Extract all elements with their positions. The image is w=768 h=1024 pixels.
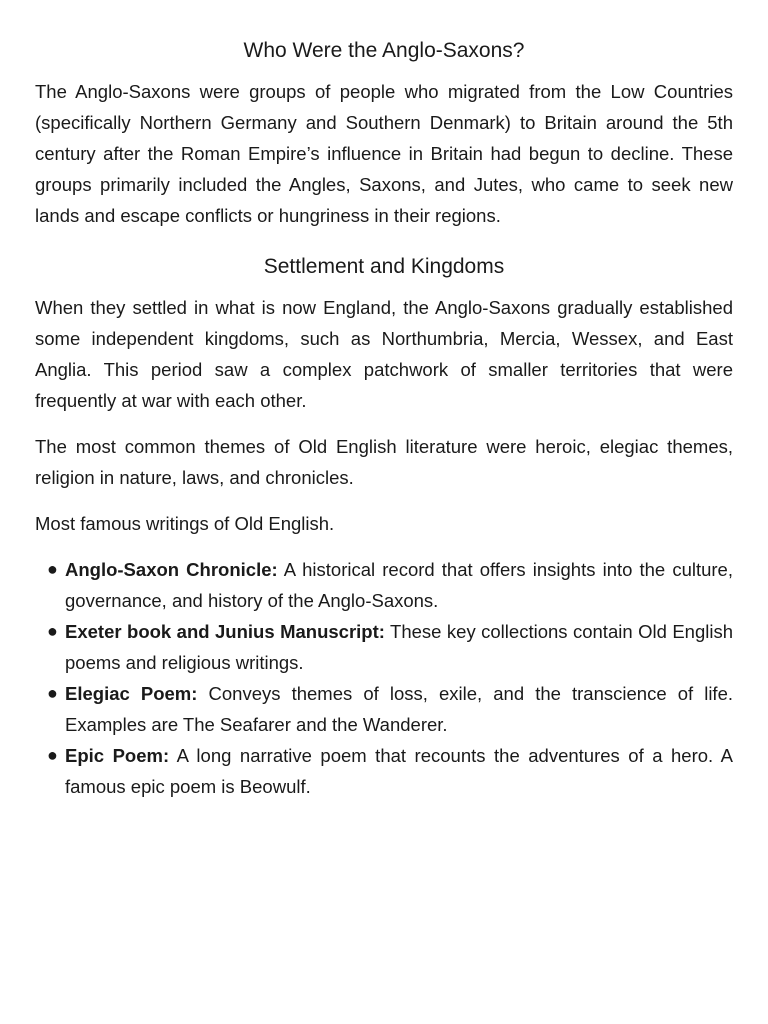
writings-list	[35, 554, 733, 802]
list-item	[47, 678, 734, 740]
bullet-icon: ●	[47, 745, 58, 765]
list-item-term: Elegiac Poem:	[65, 683, 198, 704]
list-item-desc: These key collections contain Old English poems and religious writings.	[65, 621, 733, 673]
document-page	[35, 30, 733, 802]
intro-paragraph: The Anglo-Saxons were groups of people who migrated from the Low Countries (specifically Northern Germany and Southern Denmark) to Britain around the 5th century after the Roman Empire’s influence in Britain had begun to decline. These groups primarily included the Angles, Saxons, and Jutes, who came to seek new lands and escape conflicts or hungriness in their regions.	[35, 81, 733, 226]
themes-paragraph: The most common themes of Old English literature were heroic, elegiac themes, religion in nature, laws, and chronicles.	[35, 436, 733, 488]
list-item	[47, 616, 733, 678]
list-item-term: Anglo-Saxon Chronicle:	[65, 559, 278, 580]
section-heading-settlement: Settlement and Kingdoms	[263, 255, 505, 278]
list-item-term: Epic Poem:	[65, 745, 170, 766]
list-item	[47, 740, 733, 802]
list-item	[47, 554, 733, 616]
page-title: Who Were the Anglo-Saxons?	[243, 39, 525, 62]
bullet-icon: ●	[47, 683, 58, 703]
writings-intro-paragraph: Most famous writings of Old English.	[35, 513, 335, 534]
list-item-desc: A long narrative poem that recounts the adventures of a hero. A famous epic poem is Beowulf.	[65, 745, 733, 797]
list-item-desc: Conveys themes of loss, exile, and the transcience of life. Examples are The Seafarer and the Wanderer.	[65, 683, 734, 735]
bullet-icon: ●	[47, 621, 58, 641]
settlement-paragraph: When they settled in what is now England, the Anglo-Saxons gradually established some independent kingdoms, such as Northumbria, Mercia, Wessex, and East Anglia. This period saw a complex patchwork of smaller territories that were frequently at war with each other.	[35, 297, 733, 411]
list-item-desc: A historical record that offers insights into the culture, governance, and history of the Anglo-Saxons.	[65, 559, 733, 611]
list-item-term: Exeter book and Junius Manuscript:	[65, 621, 385, 642]
bullet-icon: ●	[47, 559, 58, 579]
